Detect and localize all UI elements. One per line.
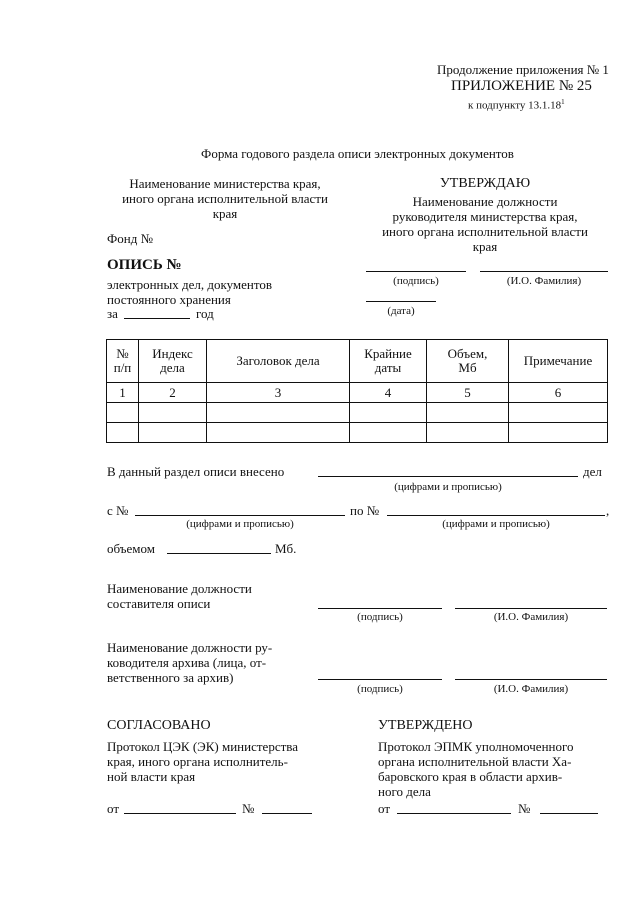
year-suffix: год: [196, 306, 214, 321]
approved-number-prefix: №: [518, 801, 531, 816]
col-header-title: Заголовок дела: [207, 340, 350, 383]
agreed-protocol-line: ной власти края: [107, 769, 196, 784]
archive-head-position-line: ководителя архива (лица, от-: [107, 655, 267, 670]
subclause-text: к подпункту 13.1.18: [468, 99, 562, 112]
agreed-protocol-line: края, иного органа исполнитель-: [107, 754, 288, 769]
form-title: Форма годового раздела описи электронных документов: [201, 146, 514, 161]
to-number-line: [387, 515, 605, 516]
approver-name-line: [480, 271, 608, 272]
from-prefix: с №: [107, 503, 129, 518]
to-prefix: по №: [350, 503, 380, 518]
continuation-note: Продолжение приложения № 1: [437, 62, 609, 77]
table-cell: [427, 403, 509, 423]
subclause-reference: [468, 96, 565, 113]
column-number: 4: [350, 383, 427, 403]
approve-heading: УТВЕРЖДАЮ: [439, 176, 531, 191]
column-number: 2: [139, 383, 207, 403]
compiler-name-line: [455, 608, 607, 609]
approver-signature-line: [366, 271, 466, 272]
table-cell: [139, 423, 207, 443]
org-name: [100, 176, 350, 221]
volume-prefix: объемом: [107, 541, 155, 556]
column-number: 6: [509, 383, 608, 403]
org-name-line: иного органа исполнительной власти: [122, 191, 328, 206]
agreed-date-line: [124, 813, 236, 814]
org-name-line: Наименование министерства края,: [129, 176, 321, 191]
subclause-superscript: 1: [561, 98, 565, 106]
archive-head-position: [107, 640, 272, 685]
approval-date-label: (дата): [387, 305, 415, 317]
agreed-protocol-line: Протокол ЦЭК (ЭК) министерства: [107, 739, 299, 754]
compiler-position: [107, 581, 252, 611]
column-number: 5: [427, 383, 509, 403]
entered-suffix: дел: [583, 464, 602, 479]
col-header-dates: Крайние даты: [350, 340, 427, 383]
table-cell: [207, 403, 350, 423]
approved-protocol: [378, 739, 574, 799]
approval-date-line: [366, 301, 436, 302]
compiler-position-line: Наименование должности: [107, 581, 252, 596]
entered-count-hint: (цифрами и прописью): [394, 481, 502, 493]
col-header-index: Индекс дела: [139, 340, 207, 383]
col-header-notes: Примечание: [509, 340, 608, 383]
col-header-volume: Объем, Мб: [427, 340, 509, 383]
volume-line: [167, 553, 271, 554]
table-cell: [350, 423, 427, 443]
archive-head-position-line: ветственного за архив): [107, 670, 234, 685]
volume-suffix: Мб.: [275, 541, 297, 556]
opis-number: ОПИСЬ №: [107, 257, 182, 273]
to-number-hint: (цифрами и прописью): [442, 518, 550, 530]
table-cell: [207, 423, 350, 443]
approved-protocol-line: баровского края в области архив-: [378, 769, 563, 784]
approver-position-line: руководителя министерства края,: [392, 209, 578, 224]
from-number-hint: (цифрами и прописью): [186, 518, 294, 530]
year-line: [124, 318, 190, 319]
year-prefix: за: [107, 306, 118, 321]
column-number: 1: [107, 383, 139, 403]
col-header-number: № п/п: [107, 340, 139, 383]
approver-name-label: (И.О. Фамилия): [506, 275, 582, 287]
table-cell: [139, 403, 207, 423]
approver-position: [360, 194, 610, 254]
table-cell: [509, 403, 608, 423]
entered-prefix: В данный раздел описи внесено: [107, 464, 285, 479]
agreed-number-line: [262, 813, 312, 814]
column-number: 3: [207, 383, 350, 403]
opis-description-line: электронных дел, документов: [107, 277, 273, 292]
compiler-signature-label: (подпись): [357, 611, 403, 623]
archive-head-position-line: Наименование должности ру-: [107, 640, 273, 655]
fund-number: Фонд №: [107, 231, 153, 246]
approver-signature-label: (подпись): [393, 275, 439, 287]
archive-name-line: [455, 679, 607, 680]
approved-heading: УТВЕРЖДЕНО: [378, 718, 473, 733]
agreed-date-prefix: от: [107, 801, 120, 816]
archive-signature-line: [318, 679, 442, 680]
to-suffix: ,: [606, 503, 610, 518]
approved-number-line: [540, 813, 598, 814]
table-row: [107, 423, 608, 443]
approved-protocol-line: ного дела: [378, 784, 431, 799]
from-number-line: [135, 515, 345, 516]
opis-description: [107, 277, 272, 307]
table-header-row: [107, 340, 608, 383]
compiler-position-line: составителя описи: [107, 596, 211, 611]
appendix-title: ПРИЛОЖЕНИЕ № 25: [451, 78, 592, 94]
agreed-heading: СОГЛАСОВАНО: [107, 718, 211, 733]
archive-name-label: (И.О. Фамилия): [493, 683, 569, 695]
agreed-protocol: [107, 739, 298, 784]
compiler-signature-line: [318, 608, 442, 609]
entered-count-line: [318, 476, 578, 477]
org-name-line: края: [212, 206, 238, 221]
approved-protocol-line: органа исполнительной власти Ха-: [378, 754, 572, 769]
table-cell: [107, 423, 139, 443]
table-cell: [427, 423, 509, 443]
table-numbering-row: [107, 383, 608, 403]
approver-position-line: иного органа исполнительной власти: [382, 224, 588, 239]
table-cell: [107, 403, 139, 423]
agreed-number-prefix: №: [242, 801, 255, 816]
approver-position-line: края: [472, 239, 498, 254]
table-cell: [509, 423, 608, 443]
approver-position-line: Наименование должности: [412, 194, 558, 209]
archive-signature-label: (подпись): [357, 683, 403, 695]
table-row: [107, 403, 608, 423]
approved-date-line: [397, 813, 511, 814]
opis-description-line: постоянного хранения: [107, 292, 231, 307]
table-cell: [350, 403, 427, 423]
approved-date-prefix: от: [378, 801, 391, 816]
approved-protocol-line: Протокол ЭПМК уполномоченного: [378, 739, 574, 754]
compiler-name-label: (И.О. Фамилия): [493, 611, 569, 623]
inventory-table: [106, 339, 608, 443]
